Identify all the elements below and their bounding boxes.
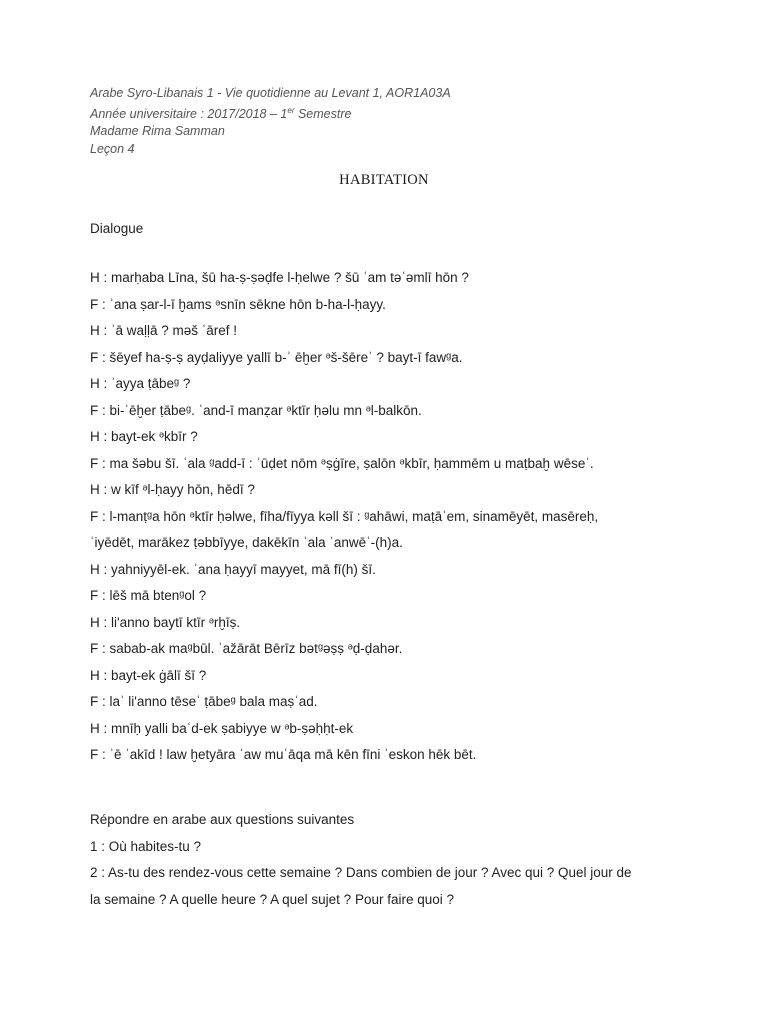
dialogue-line: F : ʾana ṣar-l-ī ḫams ᵊsnīn sēkne hōn b-ha-l-ḥayy. — [90, 296, 386, 312]
page-title: HABITATION — [339, 172, 429, 188]
dialogue-line: H : li'anno baytī ktīr ᵊrḫīṣ. — [90, 614, 241, 630]
dialogue-line: F : sabab-ak maᵍbūl. ʾažārāt Bērīz bətᵍəṣṣ ᵊḍ-ḍahər. — [90, 641, 403, 656]
academic-year-prefix: Année universitaire : 2017/2018 – 1 — [90, 107, 288, 122]
dialogue-line: ʿiyēdēt, marākez ṭəbbīyye, dakēkīn ʿala ʿanwēʿ-(h)a. — [90, 535, 403, 550]
dialogue-line: F : l-manṭᵍa hōn ᵊktīr ḥəlwe, fīha/fīyya kəll šī : ᵍahāwi, maṭāʿem, sinamēyēt, masēreḥ, — [90, 508, 599, 524]
academic-year — [90, 102, 451, 123]
exercise-question: 1 : Où habites-tu ? — [90, 838, 202, 854]
dialogue-line: F : bi-ʾēḫer ṭābeᵍ. ʿand-ī manẓar ᵊktīr ḥəlu mn ᵊl-balkōn. — [90, 402, 422, 418]
dialogue-line: F : laʾ li'anno tēseʿ ṭābeᵍ bala maṣʿad. — [90, 694, 318, 709]
dialogue-line: F : ma šəbu šī. ʿala ᵍadd-ī : ʾūḍet nōm ᵊṣġīre, ṣalōn ᵊkbīr, ḥammēm u maṭbaḫ wēseʿ. — [90, 455, 594, 471]
dialogue-line: H : bayt-ek ᵊkbīr ? — [90, 429, 198, 444]
dialogue-heading: Dialogue — [90, 221, 144, 236]
dialogue-line: H : yahniyyēl-ek. ʾana ḥayyī mayyet, mā fī(h) šī. — [90, 561, 376, 577]
exercise-block — [90, 810, 690, 916]
exercise-question-continued: la semaine ? A quelle heure ? A quel sujet ? Pour faire quoi ? — [90, 891, 455, 907]
dialogue-line: H : bayt-ek ġālī šī ? — [90, 667, 207, 683]
lesson-number: Leçon 4 — [90, 142, 135, 156]
course-header — [90, 85, 451, 140]
exercise-instruction: Répondre en arabe aux questions suivantes — [90, 812, 355, 827]
dialogue-line: H : mnīḥ yalli baʿd-ek ṣabiyye w ᵊb-ṣəḥḥt-ek — [90, 720, 354, 736]
dialogue-line: H : marḥaba Līna, šū ha-ṣ-ṣəḍfe l-ḥelwe ? šū ʿam təʿəmlī hōn ? — [90, 270, 469, 285]
academic-year-superscript: er — [287, 106, 295, 115]
dialogue-line: F : lēš mā btenᵍol ? — [90, 588, 207, 603]
dialogue-line: F : šēyef ha-ṣ-ṣ ayḍaliyye yallī b-ʾ ēḫer ᵊš-šēreʾ ? bayt-ī fawᵍa. — [90, 349, 463, 365]
dialogue-line: H : ʾā waḷḷā ? məš ʿāref ! — [90, 323, 238, 338]
academic-year-suffix: Semestre — [294, 107, 352, 122]
teacher-name: Madame Rima Samman — [90, 124, 225, 139]
dialogue-line: H : ʾayya ṭābeᵍ ? — [90, 376, 191, 391]
course-title: Arabe Syro-Libanais 1 - Vie quotidienne au Levant 1, AOR1A03A — [90, 86, 451, 100]
dialogue-line: F : ʾē ʾakīd ! law ḫetyāra ʿaw muʿāqa mā kēn fīni ʾeskon hēk bēt. — [90, 747, 477, 762]
dialogue-line: H : w kīf ᵊl-ḥayy hōn, hēdī ? — [90, 482, 255, 497]
exercise-question: 2 : As-tu des rendez-vous cette semaine ? Dans combien de jour ? Avec qui ? Quel jour de — [90, 865, 632, 880]
dialogue-block — [90, 268, 690, 772]
